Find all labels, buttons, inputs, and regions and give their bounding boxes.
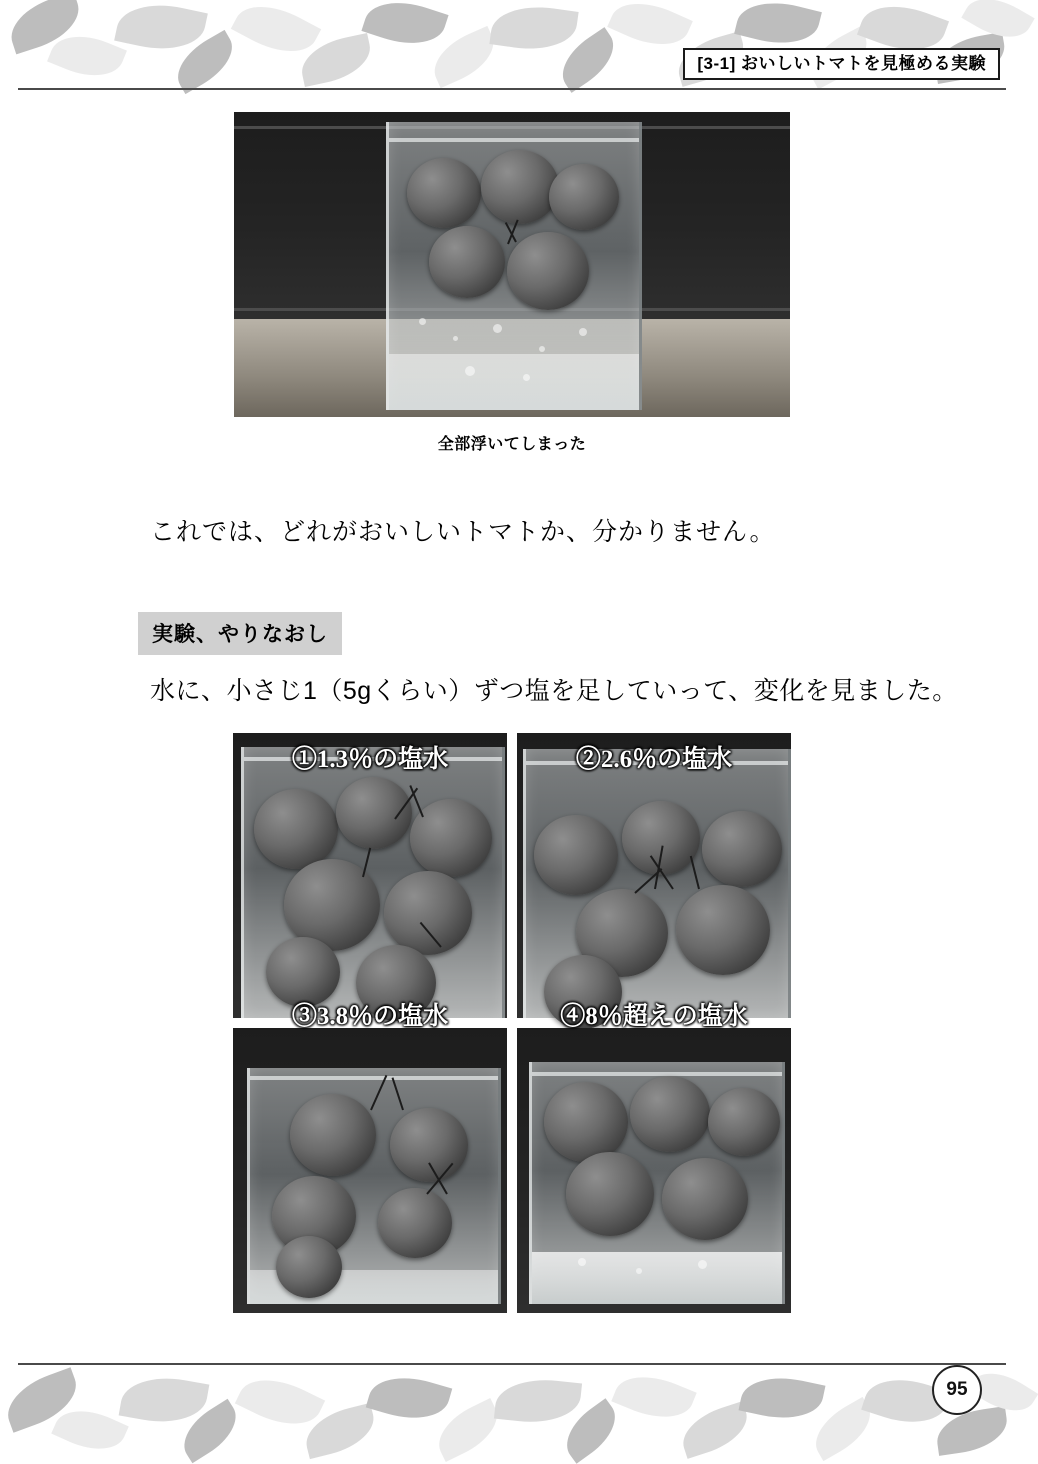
paragraph-1: これでは、どれがおいしいトマトか、分かりません。 — [150, 518, 776, 546]
figure-caption-top: 全部浮いてしまった — [437, 436, 587, 453]
tomato-stem — [690, 856, 700, 889]
bubble — [453, 336, 458, 341]
tomato — [410, 799, 492, 877]
tomato — [290, 1094, 376, 1176]
tomato — [390, 1108, 468, 1182]
tomato — [549, 164, 619, 230]
tomato — [407, 158, 481, 228]
header-rule — [18, 88, 1006, 90]
photo-cell-1 — [233, 733, 507, 1018]
tomato — [384, 871, 472, 955]
tomato — [622, 801, 700, 875]
tomato — [630, 1076, 710, 1152]
bubble — [419, 318, 426, 325]
chapter-title-tag: [3-1] おいしいトマトを見極める実験 — [683, 48, 1000, 80]
photo-cell-4 — [517, 1003, 791, 1313]
jar-container — [529, 1062, 785, 1304]
paragraph-2: 水に、小さじ1（5gくらい）ずつ塩を足していって、変化を見ました。 — [150, 677, 958, 705]
tomato — [566, 1152, 654, 1236]
photo-label-1: ①1.3％の塩水 — [291, 746, 449, 773]
tomato — [676, 885, 770, 975]
bubble — [539, 346, 545, 352]
jar-container — [241, 747, 505, 1018]
tomato — [429, 226, 505, 298]
photo-cell-3 — [233, 1003, 507, 1313]
tomato — [481, 150, 559, 224]
tomato — [662, 1158, 748, 1240]
photo-cell-2 — [517, 733, 791, 1018]
jar-container — [523, 749, 791, 1018]
tomato — [702, 811, 782, 887]
bubble — [578, 1258, 586, 1266]
section-label-redo-experiment: 実験、やりなおし — [138, 612, 342, 655]
photo-label-3: ③3.8％の塩水 — [291, 1003, 449, 1030]
tomato — [254, 789, 338, 869]
photo-all-floating — [234, 112, 790, 417]
tomato — [534, 815, 618, 895]
photo-label-2: ②2.6％の塩水 — [575, 746, 733, 773]
bubble — [493, 324, 502, 333]
tomato — [544, 1082, 628, 1162]
tomato — [708, 1088, 780, 1156]
figure-grid-salt-concentrations — [233, 733, 791, 1313]
bubble — [579, 328, 587, 336]
bottom-decorative-band — [0, 1357, 1024, 1453]
bubble — [636, 1268, 642, 1274]
bubble — [523, 374, 530, 381]
tomato — [276, 1236, 342, 1298]
jar-container — [247, 1068, 501, 1304]
jar-bottom-highlight — [389, 354, 639, 410]
footer-rule — [18, 1363, 1006, 1365]
bubble — [465, 366, 475, 376]
figure-floating-tomatoes — [234, 112, 790, 454]
jar-container — [386, 122, 642, 410]
bubble — [698, 1260, 707, 1269]
page-content — [0, 100, 1024, 1388]
page-number: 95 — [932, 1365, 982, 1415]
tomato-stem — [370, 1075, 387, 1111]
tomato — [378, 1188, 452, 1258]
tomato-stem — [392, 1077, 404, 1110]
photo-label-4: ④8％超えの塩水 — [560, 1003, 748, 1030]
tomato — [507, 232, 589, 310]
water-surface-line — [389, 138, 639, 142]
